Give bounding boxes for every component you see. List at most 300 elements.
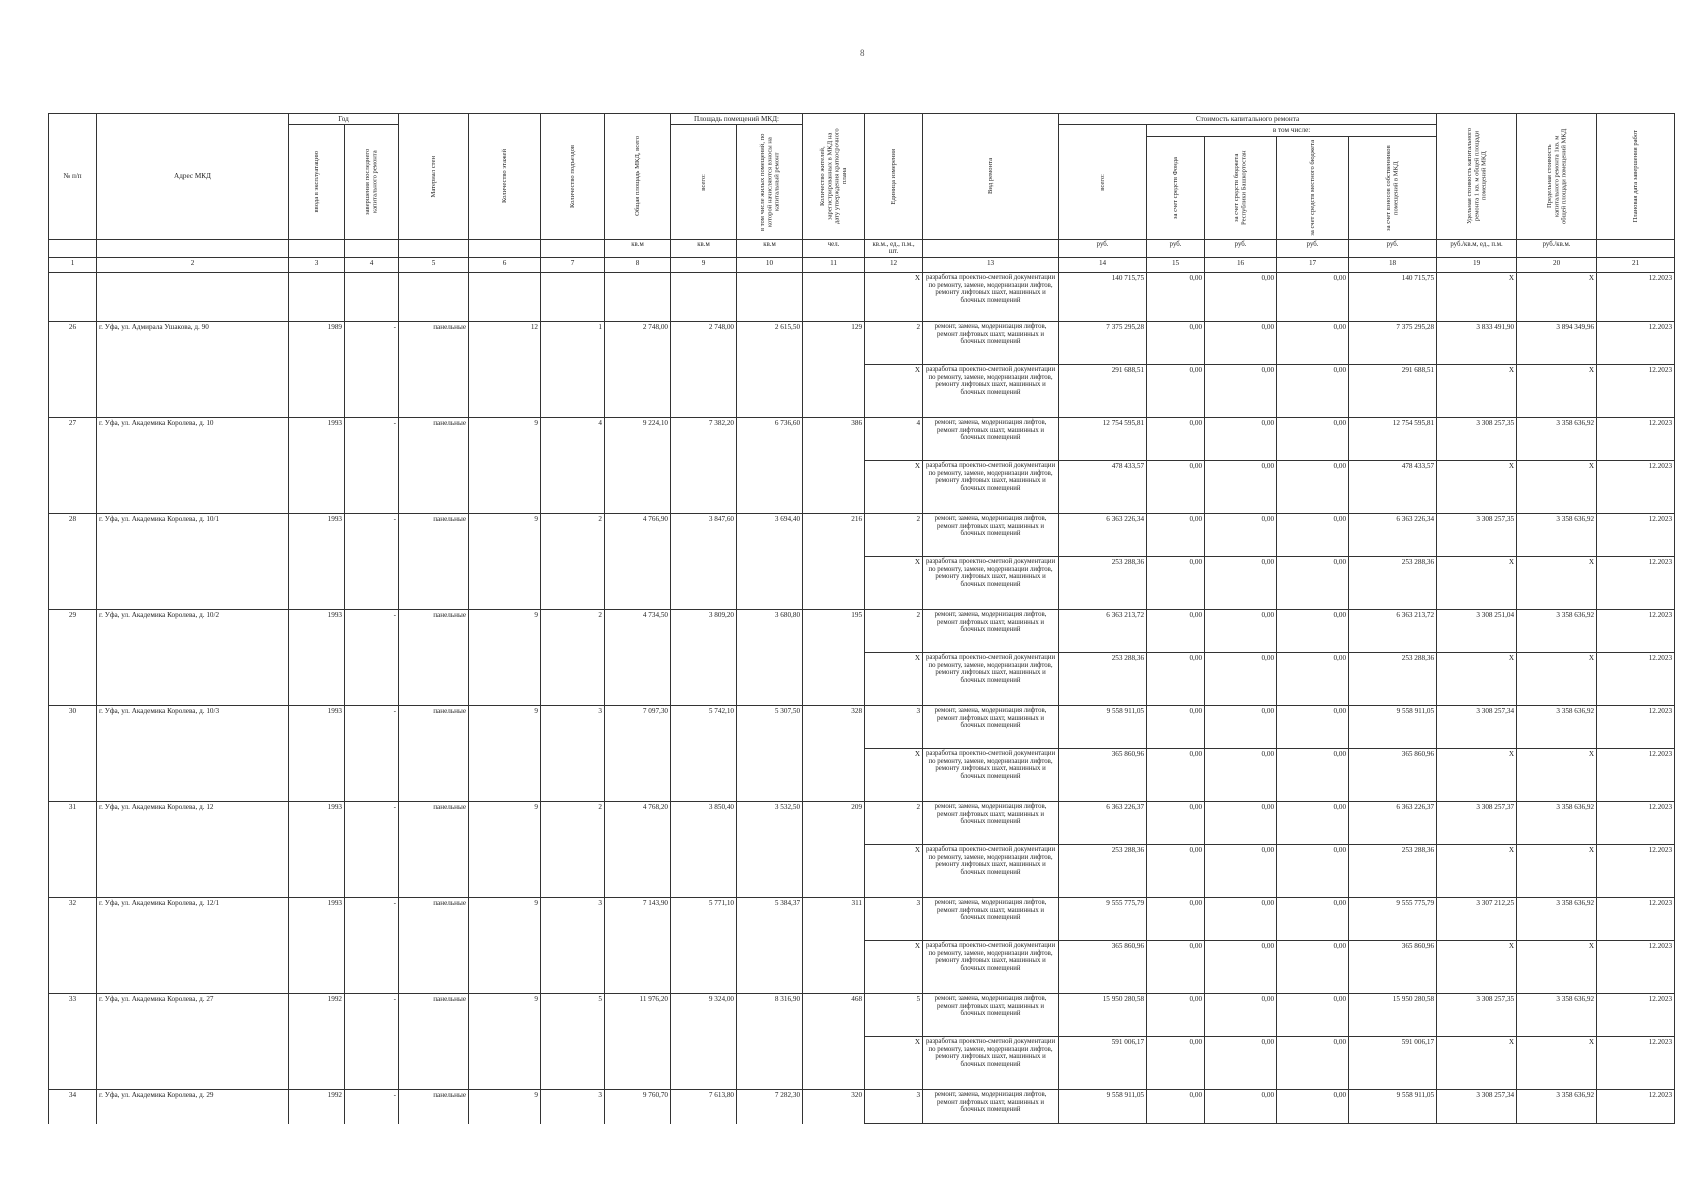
limit-cost-cell: 3 358 636,92 [1517, 994, 1597, 1037]
cost-total-cell: 12 754 595,81 [1059, 418, 1147, 461]
cost-local-cell: 0,00 [1277, 749, 1349, 802]
address-cell: г. Уфа, ул. Академика Королева, д. 12/1 [97, 898, 289, 994]
column-number-cell: 15 [1147, 258, 1205, 273]
col-incl-header: в том числе: [1147, 125, 1437, 136]
column-number-cell: 13 [923, 258, 1059, 273]
year-commission-cell: 1993 [289, 514, 345, 610]
cost-local-cell: 0,00 [1277, 802, 1349, 845]
table-row [49, 610, 1675, 653]
col-year-header: Год [289, 114, 399, 125]
residents-cell: 468 [803, 994, 865, 1090]
table-row [49, 898, 1675, 941]
cost-rb-cell: 0,00 [1205, 418, 1277, 461]
cost-total-cell: 478 433,57 [1059, 461, 1147, 514]
column-number-cell: 18 [1349, 258, 1437, 273]
cost-fund-cell: 0,00 [1147, 514, 1205, 557]
unit-cell: кв.м [605, 239, 671, 258]
table-row [49, 273, 1675, 322]
cost-owners-cell: 9 558 911,05 [1349, 706, 1437, 749]
qty-cell: 3 [865, 898, 923, 941]
year-last-repair-cell: - [345, 994, 399, 1090]
cost-local-cell: 0,00 [1277, 941, 1349, 994]
unit-cell: чел. [803, 239, 865, 258]
contrib-area-cell: 3 680,80 [737, 610, 803, 706]
column-number-cell: 5 [399, 258, 469, 273]
plan-date-cell: 12.2023 [1597, 1090, 1675, 1124]
cost-fund-cell: 0,00 [1147, 322, 1205, 365]
cost-owners-cell: 6 363 226,37 [1349, 802, 1437, 845]
work-type-cell: разработка проектно-сметной документации по ремонту, замене, модернизации лифтов, ремонту лифтовых шахт, машинных и блочных помещений [923, 557, 1059, 610]
unit-cell: кв.м [737, 239, 803, 258]
contrib-area-cell: 5 307,50 [737, 706, 803, 802]
wall-material-cell: панельные [399, 706, 469, 802]
cost-rb-cell: 0,00 [1205, 898, 1277, 941]
cost-local-cell: 0,00 [1277, 461, 1349, 514]
col-specific-cost-header: Удельная стоимость капитального ремонта 1 кв. м общей площади помещений МКД [1437, 114, 1517, 240]
cost-total-cell: 365 860,96 [1059, 749, 1147, 802]
column-number-cell: 1 [49, 258, 97, 273]
qty-cell: 3 [865, 706, 923, 749]
cost-rb-cell: 0,00 [1205, 941, 1277, 994]
cost-owners-cell: 291 688,51 [1349, 365, 1437, 418]
cost-fund-cell: 0,00 [1147, 706, 1205, 749]
cost-fund-cell: 0,00 [1147, 941, 1205, 994]
total-area-cell: 4 766,90 [605, 514, 671, 610]
contrib-area-cell: 6 736,60 [737, 418, 803, 514]
cost-fund-cell: 0,00 [1147, 610, 1205, 653]
specific-cost-cell: X [1437, 749, 1517, 802]
cost-total-cell: 9 555 775,79 [1059, 898, 1147, 941]
qty-cell: X [865, 1037, 923, 1090]
cost-rb-cell: 0,00 [1205, 994, 1277, 1037]
cost-fund-cell: 0,00 [1147, 1037, 1205, 1090]
row-number-cell: 33 [49, 994, 97, 1090]
capital-repair-plan-table [48, 113, 1675, 1124]
qty-cell: X [865, 365, 923, 418]
cost-fund-cell: 0,00 [1147, 749, 1205, 802]
entrances-cell: 3 [541, 706, 605, 802]
contrib-area-cell: 5 384,37 [737, 898, 803, 994]
column-number-cell: 7 [541, 258, 605, 273]
specific-cost-cell: X [1437, 941, 1517, 994]
cost-owners-cell: 9 555 775,79 [1349, 898, 1437, 941]
qty-cell: X [865, 273, 923, 322]
work-type-cell: ремонт, замена, модернизация лифтов, ремонт лифтовых шахт, машинных и блочных помещений [923, 706, 1059, 749]
cost-rb-cell: 0,00 [1205, 557, 1277, 610]
unit-cell: руб. [1349, 239, 1437, 258]
cost-total-cell: 6 363 213,72 [1059, 610, 1147, 653]
work-type-cell: ремонт, замена, модернизация лифтов, ремонт лифтовых шахт, машинных и блочных помещений [923, 994, 1059, 1037]
year-last-repair-cell: - [345, 706, 399, 802]
total-area-cell: 9 224,10 [605, 418, 671, 514]
year-commission-cell: 1993 [289, 706, 345, 802]
limit-cost-cell: 3 358 636,92 [1517, 1090, 1597, 1124]
row-number-cell: 34 [49, 1090, 97, 1124]
specific-cost-cell: 3 307 212,25 [1437, 898, 1517, 941]
cost-rb-cell: 0,00 [1205, 610, 1277, 653]
cost-fund-cell: 0,00 [1147, 461, 1205, 514]
premises-area-cell: 3 847,60 [671, 514, 737, 610]
work-type-cell: разработка проектно-сметной документации по ремонту, замене, модернизации лифтов, ремонту лифтовых шахт, машинных и блочных помещений [923, 845, 1059, 898]
cost-total-cell: 365 860,96 [1059, 941, 1147, 994]
cost-rb-cell: 0,00 [1205, 322, 1277, 365]
work-type-cell: ремонт, замена, модернизация лифтов, ремонт лифтовых шахт, машинных и блочных помещений [923, 802, 1059, 845]
cost-rb-cell: 0,00 [1205, 845, 1277, 898]
cost-local-cell: 0,00 [1277, 706, 1349, 749]
cost-fund-cell: 0,00 [1147, 365, 1205, 418]
specific-cost-cell: X [1437, 1037, 1517, 1090]
table-row [49, 514, 1675, 557]
cost-local-cell: 0,00 [1277, 898, 1349, 941]
residents-cell: 311 [803, 898, 865, 994]
wall-material-cell: панельные [399, 514, 469, 610]
cost-local-cell: 0,00 [1277, 365, 1349, 418]
cost-rb-cell: 0,00 [1205, 273, 1277, 322]
column-number-cell: 10 [737, 258, 803, 273]
col-cost-header: Стоимость капитального ремонта [1059, 114, 1437, 125]
plan-date-cell: 12.2023 [1597, 557, 1675, 610]
wall-material-cell: панельные [399, 994, 469, 1090]
specific-cost-cell: X [1437, 365, 1517, 418]
cost-rb-cell: 0,00 [1205, 802, 1277, 845]
cost-owners-cell: 6 363 213,72 [1349, 610, 1437, 653]
column-numbers-row [49, 258, 1675, 273]
work-type-cell: разработка проектно-сметной документации по ремонту, замене, модернизации лифтов, ремонту лифтовых шахт, машинных и блочных помещений [923, 461, 1059, 514]
year-last-repair-cell: - [345, 418, 399, 514]
table-row [49, 322, 1675, 365]
floors-cell: 9 [469, 802, 541, 898]
qty-cell: X [865, 845, 923, 898]
limit-cost-cell: X [1517, 845, 1597, 898]
units-row [49, 239, 1675, 258]
qty-cell: 2 [865, 322, 923, 365]
page-number: 8 [860, 48, 865, 58]
col-residents-header: Количество жителей, зарегистрированных в МКД на дату утверждения краткосрочного плана [803, 114, 865, 240]
specific-cost-cell: 3 308 257,34 [1437, 1090, 1517, 1124]
premises-area-cell: 3 850,40 [671, 802, 737, 898]
col-entrances-header: Количество подъездов [541, 114, 605, 240]
entrances-cell: 3 [541, 1090, 605, 1124]
limit-cost-cell: X [1517, 653, 1597, 706]
year-last-repair-cell: - [345, 610, 399, 706]
qty-cell: 3 [865, 1090, 923, 1124]
year-commission-cell: 1992 [289, 1090, 345, 1124]
row-number-cell: 32 [49, 898, 97, 994]
cost-fund-cell: 0,00 [1147, 802, 1205, 845]
cost-local-cell: 0,00 [1277, 273, 1349, 322]
address-cell: г. Уфа, ул. Академика Королева, д. 27 [97, 994, 289, 1090]
entrances-cell: 3 [541, 898, 605, 994]
premises-area-cell: 3 809,20 [671, 610, 737, 706]
limit-cost-cell: X [1517, 461, 1597, 514]
floors-cell: 9 [469, 898, 541, 994]
cost-owners-cell: 253 288,36 [1349, 845, 1437, 898]
residents-cell: 195 [803, 610, 865, 706]
row-number-cell: 26 [49, 322, 97, 418]
year-commission-cell: 1993 [289, 802, 345, 898]
cost-owners-cell: 253 288,36 [1349, 653, 1437, 706]
contrib-area-cell: 7 282,30 [737, 1090, 803, 1124]
unit-cell: руб. [1147, 239, 1205, 258]
work-type-cell: ремонт, замена, модернизация лифтов, ремонт лифтовых шахт, машинных и блочных помещений [923, 322, 1059, 365]
specific-cost-cell: X [1437, 461, 1517, 514]
residents-cell: 216 [803, 514, 865, 610]
col-plan-date-header: Плановая дата завершения работ [1597, 114, 1675, 240]
plan-date-cell: 12.2023 [1597, 994, 1675, 1037]
specific-cost-cell: 3 833 491,90 [1437, 322, 1517, 365]
specific-cost-cell: X [1437, 845, 1517, 898]
total-area-cell: 7 143,90 [605, 898, 671, 994]
limit-cost-cell: X [1517, 1037, 1597, 1090]
premises-area-cell: 2 748,00 [671, 322, 737, 418]
specific-cost-cell: X [1437, 653, 1517, 706]
col-year-last-repair-header: завершения последнего капитального ремонта [345, 125, 399, 239]
cost-total-cell: 7 375 295,28 [1059, 322, 1147, 365]
column-number-cell: 3 [289, 258, 345, 273]
plan-date-cell: 12.2023 [1597, 461, 1675, 514]
specific-cost-cell: 3 308 257,35 [1437, 994, 1517, 1037]
cost-owners-cell: 478 433,57 [1349, 461, 1437, 514]
plan-date-cell: 12.2023 [1597, 749, 1675, 802]
column-number-cell: 12 [865, 258, 923, 273]
table-row [49, 994, 1675, 1037]
cost-total-cell: 140 715,75 [1059, 273, 1147, 322]
specific-cost-cell: 3 308 251,04 [1437, 610, 1517, 653]
work-type-cell: разработка проектно-сметной документации по ремонту, замене, модернизации лифтов, ремонту лифтовых шахт, машинных и блочных помещений [923, 749, 1059, 802]
qty-cell: 5 [865, 994, 923, 1037]
work-type-cell: разработка проектно-сметной документации по ремонту, замене, модернизации лифтов, ремонту лифтовых шахт, машинных и блочных помещений [923, 273, 1059, 322]
col-cost-total-header: всего: [1059, 125, 1147, 239]
cost-local-cell: 0,00 [1277, 418, 1349, 461]
cost-owners-cell: 12 754 595,81 [1349, 418, 1437, 461]
qty-cell: X [865, 749, 923, 802]
cost-total-cell: 9 558 911,05 [1059, 1090, 1147, 1124]
col-material-header: Материал стен [399, 114, 469, 240]
residents-cell: 129 [803, 322, 865, 418]
residents-cell: 386 [803, 418, 865, 514]
unit-cell: руб. [1277, 239, 1349, 258]
total-area-cell: 2 748,00 [605, 322, 671, 418]
qty-cell: 4 [865, 418, 923, 461]
plan-date-cell: 12.2023 [1597, 941, 1675, 994]
floors-cell: 9 [469, 514, 541, 610]
entrances-cell: 5 [541, 994, 605, 1090]
plan-date-cell: 12.2023 [1597, 898, 1675, 941]
residents-cell: 209 [803, 802, 865, 898]
contrib-area-cell: 3 532,50 [737, 802, 803, 898]
cost-rb-cell: 0,00 [1205, 653, 1277, 706]
specific-cost-cell: 3 308 257,37 [1437, 802, 1517, 845]
work-type-cell: разработка проектно-сметной документации по ремонту, замене, модернизации лифтов, ремонту лифтовых шахт, машинных и блочных помещений [923, 653, 1059, 706]
year-last-repair-cell: - [345, 1090, 399, 1124]
col-cost-owners-header: за счет взносов собственников помещений в МКД [1349, 136, 1437, 239]
col-work-type-header: Вид ремонта [923, 114, 1059, 240]
plan-date-cell: 12.2023 [1597, 802, 1675, 845]
cost-rb-cell: 0,00 [1205, 365, 1277, 418]
total-area-cell: 4 734,50 [605, 610, 671, 706]
floors-cell: 9 [469, 1090, 541, 1124]
year-commission-cell: 1993 [289, 610, 345, 706]
unit-cell: руб. [1059, 239, 1147, 258]
specific-cost-cell: 3 308 257,34 [1437, 706, 1517, 749]
plan-date-cell: 12.2023 [1597, 1037, 1675, 1090]
plan-date-cell: 12.2023 [1597, 653, 1675, 706]
cost-rb-cell: 0,00 [1205, 1037, 1277, 1090]
column-number-cell: 14 [1059, 258, 1147, 273]
limit-cost-cell: 3 358 636,92 [1517, 802, 1597, 845]
cost-rb-cell: 0,00 [1205, 706, 1277, 749]
work-type-cell: ремонт, замена, модернизация лифтов, ремонт лифтовых шахт, машинных и блочных помещений [923, 898, 1059, 941]
plan-date-cell: 12.2023 [1597, 610, 1675, 653]
col-premises-contrib-header: в том числе жилых помещений, по которой начисляются взносы на капитальный ремонт [737, 125, 803, 239]
cost-total-cell: 253 288,36 [1059, 845, 1147, 898]
total-area-cell: 9 760,70 [605, 1090, 671, 1124]
total-area-cell: 7 097,30 [605, 706, 671, 802]
contrib-area-cell: 2 615,50 [737, 322, 803, 418]
work-type-cell: ремонт, замена, модернизация лифтов, ремонт лифтовых шахт, машинных и блочных помещений [923, 418, 1059, 461]
year-last-repair-cell: - [345, 514, 399, 610]
cost-fund-cell: 0,00 [1147, 653, 1205, 706]
cost-fund-cell: 0,00 [1147, 418, 1205, 461]
address-cell: г. Уфа, ул. Адмирала Ушакова, д. 90 [97, 322, 289, 418]
work-type-cell: ремонт, замена, модернизация лифтов, ремонт лифтовых шахт, машинных и блочных помещений [923, 610, 1059, 653]
col-premises-header: Площадь помещений МКД: [671, 114, 803, 125]
cost-owners-cell: 253 288,36 [1349, 557, 1437, 610]
year-last-repair-cell: - [345, 322, 399, 418]
premises-area-cell: 5 742,10 [671, 706, 737, 802]
cost-total-cell: 591 006,17 [1059, 1037, 1147, 1090]
qty-cell: X [865, 557, 923, 610]
column-number-cell: 6 [469, 258, 541, 273]
cost-total-cell: 15 950 280,58 [1059, 994, 1147, 1037]
cost-owners-cell: 6 363 226,34 [1349, 514, 1437, 557]
unit-cell: руб./кв.м. [1517, 239, 1597, 258]
floors-cell: 9 [469, 610, 541, 706]
row-number-cell: 29 [49, 610, 97, 706]
floors-cell: 12 [469, 322, 541, 418]
total-area-cell: 11 976,20 [605, 994, 671, 1090]
cost-local-cell: 0,00 [1277, 610, 1349, 653]
address-cell: г. Уфа, ул. Академика Королева, д. 10/3 [97, 706, 289, 802]
year-last-repair-cell: - [345, 898, 399, 994]
address-cell: г. Уфа, ул. Академика Королева, д. 10 [97, 418, 289, 514]
cost-rb-cell: 0,00 [1205, 1090, 1277, 1124]
col-total-area-header: Общая площадь МКД, всего [605, 114, 671, 240]
cost-local-cell: 0,00 [1277, 994, 1349, 1037]
floors-cell: 9 [469, 994, 541, 1090]
column-number-cell: 16 [1205, 258, 1277, 273]
cost-local-cell: 0,00 [1277, 322, 1349, 365]
table-row [49, 802, 1675, 845]
cost-local-cell: 0,00 [1277, 557, 1349, 610]
year-commission-cell: 1992 [289, 994, 345, 1090]
wall-material-cell: панельные [399, 1090, 469, 1124]
cost-fund-cell: 0,00 [1147, 557, 1205, 610]
cost-total-cell: 253 288,36 [1059, 653, 1147, 706]
work-type-cell: ремонт, замена, модернизация лифтов, ремонт лифтовых шахт, машинных и блочных помещений [923, 514, 1059, 557]
column-number-cell: 8 [605, 258, 671, 273]
year-commission-cell: 1989 [289, 322, 345, 418]
limit-cost-cell: X [1517, 273, 1597, 322]
column-number-cell: 20 [1517, 258, 1597, 273]
wall-material-cell: панельные [399, 802, 469, 898]
contrib-area-cell: 3 694,40 [737, 514, 803, 610]
cost-total-cell: 253 288,36 [1059, 557, 1147, 610]
entrances-cell: 1 [541, 322, 605, 418]
column-number-cell: 11 [803, 258, 865, 273]
row-number-cell: 27 [49, 418, 97, 514]
year-last-repair-cell: - [345, 802, 399, 898]
cost-fund-cell: 0,00 [1147, 898, 1205, 941]
address-cell: г. Уфа, ул. Академика Королева, д. 29 [97, 1090, 289, 1124]
limit-cost-cell: 3 358 636,92 [1517, 706, 1597, 749]
column-number-cell: 21 [1597, 258, 1675, 273]
unit-cell: кв.м., ед., п.м., шт. [865, 239, 923, 258]
entrances-cell: 2 [541, 802, 605, 898]
cost-owners-cell: 9 558 911,05 [1349, 1090, 1437, 1124]
col-address-header: Адрес МКД [97, 114, 289, 240]
cost-owners-cell: 7 375 295,28 [1349, 322, 1437, 365]
cost-rb-cell: 0,00 [1205, 749, 1277, 802]
column-number-cell: 4 [345, 258, 399, 273]
qty-cell: 2 [865, 514, 923, 557]
plan-date-cell: 12.2023 [1597, 514, 1675, 557]
row-number-cell: 28 [49, 514, 97, 610]
specific-cost-cell: X [1437, 273, 1517, 322]
premises-area-cell: 7 613,80 [671, 1090, 737, 1124]
work-type-cell: разработка проектно-сметной документации по ремонту, замене, модернизации лифтов, ремонту лифтовых шахт, машинных и блочных помещений [923, 941, 1059, 994]
col-premises-total-header: всего: [671, 125, 737, 239]
column-number-cell: 9 [671, 258, 737, 273]
qty-cell: X [865, 941, 923, 994]
entrances-cell: 2 [541, 514, 605, 610]
table-row [49, 1090, 1675, 1124]
col-year-commission-header: ввода в эксплуатацию [289, 125, 345, 239]
work-type-cell: разработка проектно-сметной документации по ремонту, замене, модернизации лифтов, ремонту лифтовых шахт, машинных и блочных помещений [923, 1037, 1059, 1090]
limit-cost-cell: X [1517, 365, 1597, 418]
cost-owners-cell: 591 006,17 [1349, 1037, 1437, 1090]
cost-fund-cell: 0,00 [1147, 1090, 1205, 1124]
entrances-cell: 2 [541, 610, 605, 706]
address-cell: г. Уфа, ул. Академика Королева, д. 10/2 [97, 610, 289, 706]
plan-date-cell: 12.2023 [1597, 418, 1675, 461]
column-number-cell: 17 [1277, 258, 1349, 273]
qty-cell: 2 [865, 610, 923, 653]
total-area-cell: 4 768,20 [605, 802, 671, 898]
cost-owners-cell: 365 860,96 [1349, 941, 1437, 994]
limit-cost-cell: 3 358 636,92 [1517, 610, 1597, 653]
floors-cell: 9 [469, 706, 541, 802]
col-cost-local-header: за счет средств местного бюджета [1277, 136, 1349, 239]
cost-fund-cell: 0,00 [1147, 994, 1205, 1037]
plan-date-cell: 12.2023 [1597, 322, 1675, 365]
col-limit-cost-header: Предельная стоимость капитального ремонта 1кв. м общей площади помещений МКД [1517, 114, 1597, 240]
cost-fund-cell: 0,00 [1147, 273, 1205, 322]
cost-local-cell: 0,00 [1277, 1090, 1349, 1124]
cost-local-cell: 0,00 [1277, 845, 1349, 898]
col-unit-header: Единица измерения [865, 114, 923, 240]
specific-cost-cell: 3 308 257,35 [1437, 514, 1517, 557]
year-commission-cell: 1993 [289, 898, 345, 994]
col-floors-header: Количество этажей [469, 114, 541, 240]
table-row [49, 418, 1675, 461]
address-cell: г. Уфа, ул. Академика Королева, д. 10/1 [97, 514, 289, 610]
column-number-cell: 19 [1437, 258, 1517, 273]
premises-area-cell: 5 771,10 [671, 898, 737, 994]
qty-cell: X [865, 461, 923, 514]
unit-cell: руб. [1205, 239, 1277, 258]
cost-local-cell: 0,00 [1277, 1037, 1349, 1090]
